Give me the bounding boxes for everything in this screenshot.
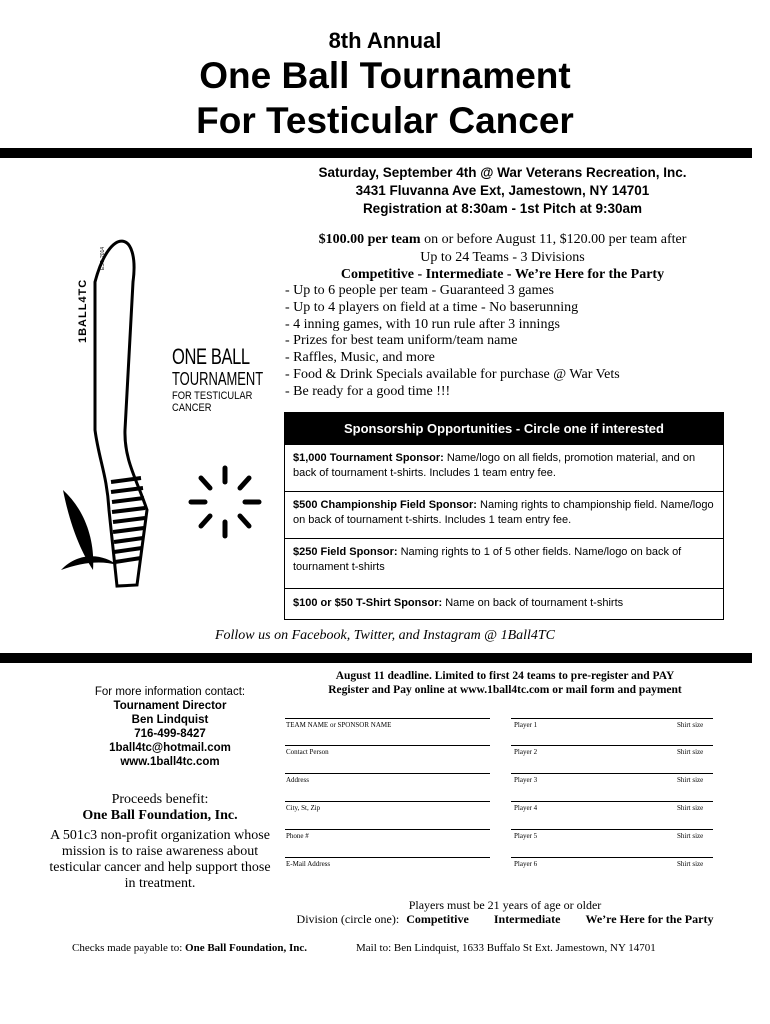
sponsor-tier-desc: Name/logo on all fields, promotion material, and on back of tournament t-shirts. Includes 1 team entry fee.: [293, 452, 696, 479]
team-field-line[interactable]: [285, 718, 490, 719]
divisions-line: Competitive - Intermediate - We’re Here for the Party: [340, 267, 665, 282]
event-time-line: Registration at 8:30am - 1st Pitch at 9:30am: [362, 201, 643, 216]
logo-line4: CANCER: [172, 402, 212, 414]
division-option-competitive[interactable]: Competitive: [406, 912, 469, 926]
player-field-line[interactable]: [511, 718, 713, 719]
player-field-line[interactable]: [511, 829, 713, 830]
bat-small-label: EST. 2014: [100, 246, 106, 270]
sponsor-tier-250[interactable]: [285, 538, 723, 588]
team-name-label: TEAM NAME or SPONSOR NAME: [286, 721, 392, 729]
logo-line2: TOURNAMENT: [172, 369, 264, 389]
player-field-line[interactable]: [511, 773, 713, 774]
age-note: Players must be 21 years of age or older: [408, 898, 602, 912]
benefit-block: [45, 792, 275, 892]
registration-form: [285, 718, 713, 868]
benefit-mission: A 501c3 non-profit organization whose mission is to raise awareness about testicular cancer and help support those in treatment.: [49, 828, 271, 891]
email-label: E-Mail Address: [286, 860, 331, 868]
player-label: Player 3: [514, 776, 538, 784]
player-label: Player 5: [514, 832, 538, 840]
contact-intro: For more information contact:: [94, 686, 246, 698]
sponsor-tier-500[interactable]: [285, 491, 723, 538]
division-label: Division (circle one):: [296, 912, 400, 926]
logo-line1: ONE BALL: [172, 344, 250, 369]
player-label: Player 4: [514, 804, 538, 812]
logo-line3: FOR TESTICULAR: [172, 390, 253, 402]
event-date-line: Saturday, September 4th @ War Veterans Recreation, Inc.: [318, 165, 687, 180]
sponsor-tier-1000[interactable]: [285, 445, 723, 491]
contact-phone: 716-499-8427: [134, 728, 206, 740]
list-item: - 4 inning games, with 10 run rule after 3 innings: [285, 316, 560, 332]
shirt-size-label: Shirt size: [677, 776, 704, 784]
address-label: Address: [286, 776, 309, 784]
list-item: - Prizes for best team uniform/team name: [285, 333, 518, 349]
contact-field-line[interactable]: [285, 745, 490, 746]
section-divider: [0, 653, 752, 663]
benefit-intro: Proceeds benefit:: [111, 792, 209, 807]
bat-icon: [95, 241, 147, 586]
deadline-line1: August 11 deadline. Limited to first 24 teams to pre-register and PAY: [335, 670, 675, 682]
checks-payable-line: [72, 942, 307, 954]
sponsor-tier-desc: Naming rights to championship field. Name/logo on back of tournament t-shirts. Includes 1 team entry fee.: [293, 499, 714, 526]
list-item: - Up to 4 players on field at a time - No baserunning: [285, 299, 579, 315]
sponsor-tier-name: $500 Championship Field Sponsor:: [293, 499, 477, 511]
contact-website[interactable]: www.1ball4tc.com: [120, 756, 220, 768]
sponsor-tier-name: $100 or $50 T-Shirt Sponsor:: [293, 597, 443, 609]
price-rest: on or before August 11, $120.00 per team after: [420, 232, 687, 247]
sponsor-tier-name: $1,000 Tournament Sponsor:: [293, 452, 444, 464]
city-field-line[interactable]: [285, 801, 490, 802]
player-field-line[interactable]: [511, 801, 713, 802]
features-list: [285, 283, 715, 401]
shirt-size-label: Shirt size: [677, 832, 704, 840]
deadline-line2: Register and Pay online at www.1ball4tc.com or mail form and payment: [328, 684, 682, 696]
division-option-intermediate[interactable]: Intermediate: [493, 912, 561, 926]
contact-role: Tournament Director: [113, 700, 227, 712]
list-item: - Be ready for a good time !!!: [285, 383, 451, 399]
deadline-note: [295, 669, 715, 697]
checks-payee: One Ball Foundation, Inc.: [185, 942, 307, 954]
shirt-size-label: Shirt size: [677, 721, 704, 729]
sponsor-tier-shirt[interactable]: [285, 588, 723, 619]
sponsor-tier-desc: Naming rights to 1 of 5 other fields. Name/logo on back of tournament t-shirts: [293, 546, 682, 573]
city-label: City, St, Zip: [286, 804, 321, 812]
teams-line: Up to 24 Teams - 3 Divisions: [420, 250, 585, 265]
email-field-line[interactable]: [285, 857, 490, 858]
price-bold: $100.00 per team: [318, 232, 421, 247]
checks-label: Checks made payable to:: [72, 942, 183, 954]
division-choice: [285, 912, 725, 927]
contact-name: Ben Lindquist: [131, 714, 209, 726]
contact-person-label: Contact Person: [286, 748, 329, 756]
player-label: Player 6: [514, 860, 538, 868]
player-field-line[interactable]: [511, 745, 713, 746]
page-title-line2: For Testicular Cancer: [196, 100, 574, 141]
mail-to-line: Mail to: Ben Lindquist, 1633 Buffalo St Ext. Jamestown, NY 14701: [356, 942, 656, 954]
player-label: Player 1: [514, 721, 538, 729]
contact-block: [75, 685, 265, 769]
list-item: - Raffles, Music, and more: [285, 350, 435, 366]
benefit-org: One Ball Foundation, Inc.: [82, 808, 238, 823]
address-field-line[interactable]: [285, 773, 490, 774]
player-field-line[interactable]: [511, 857, 713, 858]
bat-label: 1BALL4TC: [77, 278, 89, 343]
price-line: [285, 231, 720, 248]
shirt-size-label: Shirt size: [677, 860, 704, 868]
sponsorship-box: [284, 412, 724, 620]
page-title-line1: One Ball Tournament: [199, 55, 571, 96]
phone-label: Phone #: [286, 832, 309, 840]
player-label: Player 2: [514, 748, 538, 756]
event-address-line: 3431 Fluvanna Ave Ext, Jamestown, NY 14701: [355, 183, 650, 198]
sponsor-tier-name: $250 Field Sponsor:: [293, 546, 398, 558]
phone-field-line[interactable]: [285, 829, 490, 830]
contact-email[interactable]: 1ball4tc@hotmail.com: [109, 742, 231, 754]
tournament-logo: [55, 220, 275, 610]
shirt-size-label: Shirt size: [677, 804, 704, 812]
sponsor-tier-desc: Name on back of tournament t-shirts: [442, 597, 624, 609]
shirt-size-label: Shirt size: [677, 748, 704, 756]
list-item: - Food & Drink Specials available for purchase @ War Vets: [285, 366, 620, 382]
subtitle: 8th Annual: [328, 28, 442, 53]
division-option-party[interactable]: We’re Here for the Party: [585, 912, 714, 926]
sponsorship-heading: Sponsorship Opportunities - Circle one if interested: [285, 413, 723, 445]
social-follow-line: Follow us on Facebook, Twitter, and Instagram @ 1Ball4TC: [214, 628, 556, 643]
list-item: - Up to 6 people per team - Guaranteed 3 games: [285, 283, 555, 298]
header-divider: [0, 148, 752, 158]
